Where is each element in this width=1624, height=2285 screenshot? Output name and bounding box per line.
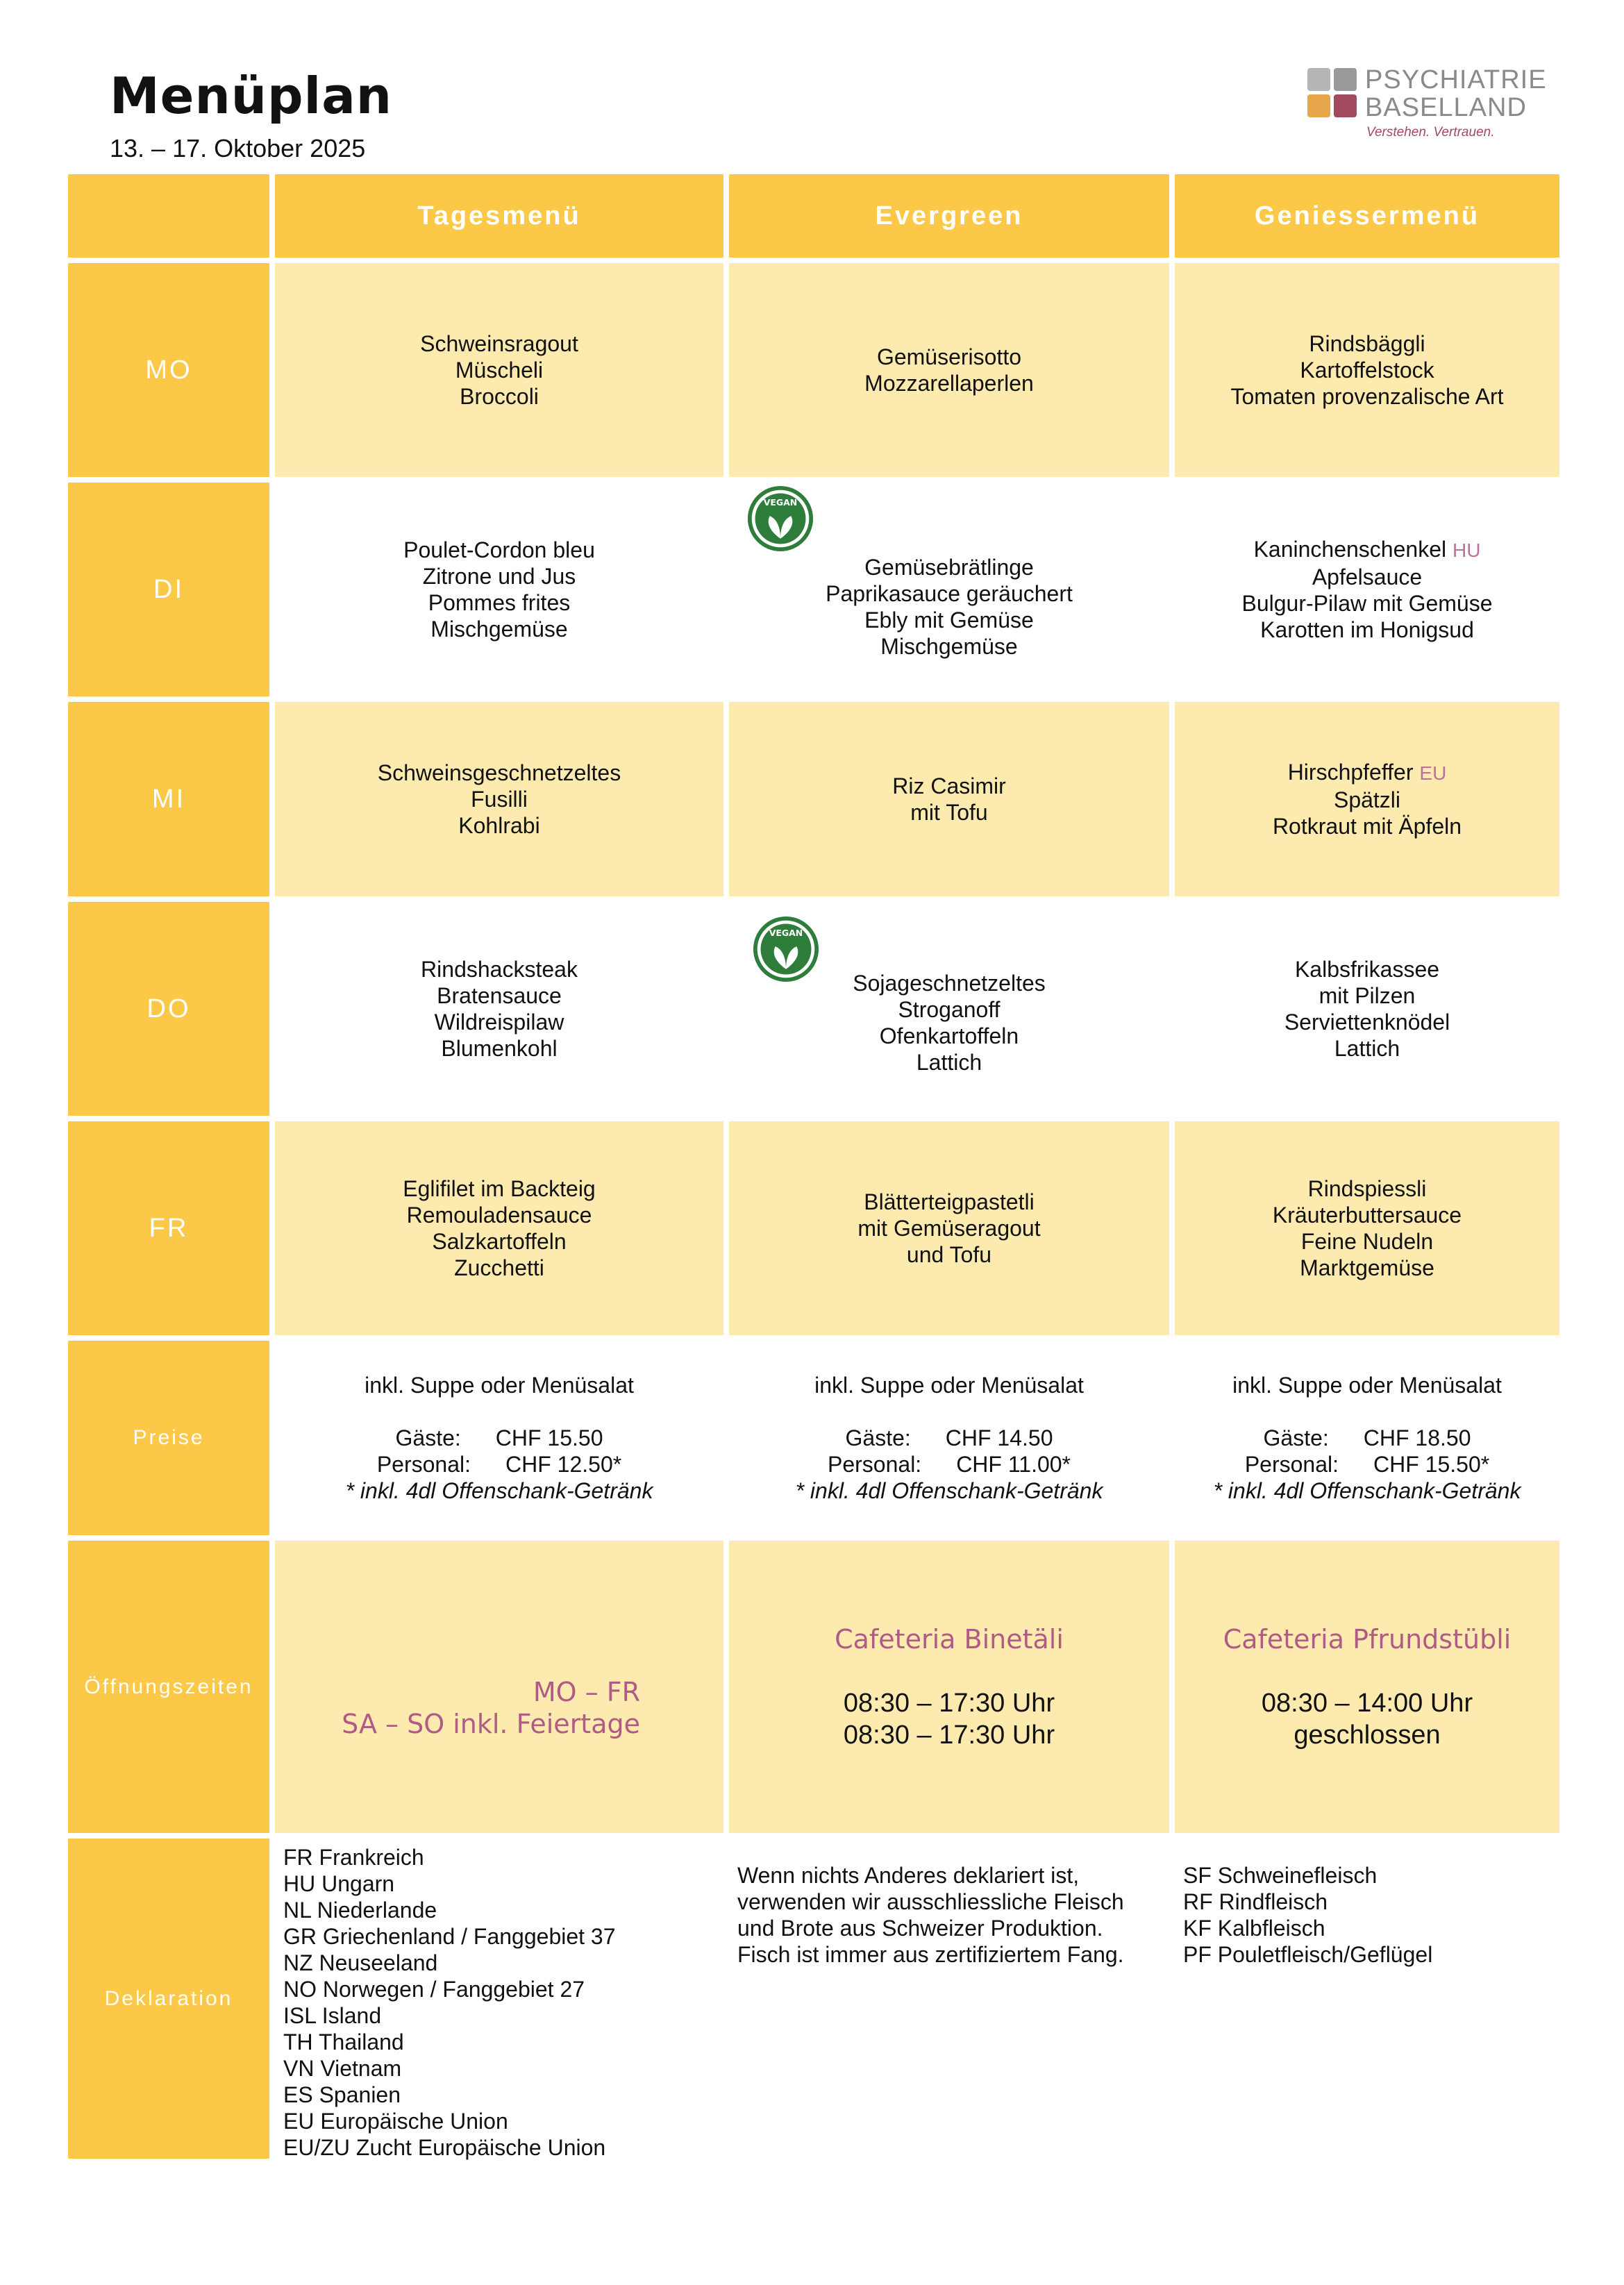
day-label-di: DI	[68, 483, 269, 696]
column-header-geniessermenu: Geniessermenü	[1175, 174, 1559, 258]
declaration-meats: SF Schweinefleisch RF Rindfleisch KF Kalbfleisch PF Pouletfleisch/Geflügel	[1175, 1839, 1559, 2159]
price-cell-geniesser	[1175, 1341, 1559, 1535]
staff-label: Personal:	[376, 1452, 471, 1477]
price-intro: inkl. Suppe oder Menüsalat	[814, 1373, 1084, 1398]
vegan-badge-icon	[753, 916, 819, 982]
row-label-oeffnungszeiten: Öffnungszeiten	[68, 1541, 269, 1833]
price-guest-row	[1264, 1425, 1471, 1451]
price-note: * inkl. 4dl Offenschank-Getränk	[795, 1478, 1103, 1503]
cafe-name-binetaeli: Cafeteria Binetäli	[835, 1623, 1064, 1655]
menu-text-di-evergreen: Gemüsebrätlinge Paprikasauce geräuchert Ebly mit Gemüse Mischgemüse	[826, 555, 1073, 659]
hours-days-weekend: SA – SO inkl. Feiertage	[342, 1708, 640, 1739]
logo-square-berry	[1334, 94, 1357, 117]
vegan-badge-label: VEGAN	[769, 927, 803, 938]
price-staff-row	[828, 1451, 1071, 1478]
declaration-note: Wenn nichts Anderes deklariert ist, verwenden wir ausschliessliche Fleisch und Brote aus Schweizer Produktion. Fisch ist immer aus zertifiziertem Fang.	[729, 1839, 1169, 2159]
guest-label: Gäste:	[395, 1425, 461, 1450]
staff-price: CHF 15.50*	[1373, 1452, 1490, 1477]
logo-square-orange	[1307, 94, 1330, 117]
dish-rest-mi-geniesser: Spätzli Rotkraut mit Äpfeln	[1272, 787, 1462, 839]
menu-text-di-geniesser	[1242, 536, 1493, 643]
corner-cell	[68, 174, 269, 258]
menu-cell-mi-tages: Schweinsgeschnetzeltes Fusilli Kohlrabi	[275, 702, 723, 896]
row-label-preise: Preise	[68, 1341, 269, 1535]
price-guest-row	[846, 1425, 1053, 1451]
cafe-hours-weekday: 08:30 – 17:30 Uhr	[843, 1688, 1055, 1718]
menu-cell-di-evergreen	[729, 483, 1169, 696]
logo-line2: BASELLAND	[1365, 93, 1527, 122]
vegan-badge-label: VEGAN	[763, 496, 798, 508]
day-label-do: DO	[68, 902, 269, 1116]
guest-price: CHF 14.50	[945, 1425, 1053, 1450]
menu-text-mi-geniesser	[1273, 759, 1462, 839]
guest-price: CHF 15.50	[495, 1425, 603, 1450]
menu-cell-mo-evergreen: Gemüserisotto Mozzarellaperlen	[729, 263, 1169, 477]
price-staff-row	[1245, 1451, 1489, 1478]
menu-cell-do-evergreen	[729, 902, 1169, 1116]
menu-cell-do-geniesser: Kalbsfrikassee mit Pilzen Serviettenknödel Lattich	[1175, 902, 1559, 1116]
cafe-hours-weekday: 08:30 – 14:00 Uhr	[1261, 1688, 1473, 1718]
dish-kaninchenschenkel: Kaninchenschenkel	[1253, 537, 1447, 562]
price-note: * inkl. 4dl Offenschank-Getränk	[1213, 1478, 1521, 1503]
declaration-countries: FR Frankreich HU Ungarn NL Niederlande GR Griechenland / Fanggebiet 37 NZ Neuseeland NO Norwegen / Fanggebiet 27 ISL Island TH Thailand VN Vietnam ES Spanien EU Europäische Union EU/ZU Zucht Europäische Union	[275, 1839, 723, 2159]
price-guest-row	[396, 1425, 603, 1451]
staff-price: CHF 12.50*	[505, 1452, 622, 1477]
dish-hirschpfeffer: Hirschpfeffer	[1287, 760, 1414, 785]
day-label-mo: MO	[68, 263, 269, 477]
psychiatrie-baselland-logo	[1307, 65, 1547, 143]
day-label-fr: FR	[68, 1121, 269, 1335]
guest-label: Gäste:	[1263, 1425, 1329, 1450]
price-cell-tages	[275, 1341, 723, 1535]
cafe-hours-weekend: geschlossen	[1294, 1720, 1441, 1750]
menu-cell-mo-tages: Schweinsragout Müscheli Broccoli	[275, 263, 723, 477]
staff-label: Personal:	[828, 1452, 922, 1477]
day-label-mi: MI	[68, 702, 269, 896]
menu-cell-fr-geniesser: Rindspiessli Kräuterbuttersauce Feine Nudeln Marktgemüse	[1175, 1121, 1559, 1335]
origin-tag-eu: EU	[1419, 762, 1447, 784]
price-staff-row	[377, 1451, 621, 1478]
date-range: 13. – 17. Oktober 2025	[110, 134, 366, 162]
vegan-badge-icon	[747, 485, 814, 552]
menu-cell-mi-evergreen: Riz Casimir mit Tofu	[729, 702, 1169, 896]
menu-cell-fr-tages: Eglifilet im Backteig Remouladensauce Salzkartoffeln Zucchetti	[275, 1121, 723, 1335]
row-label-deklaration: Deklaration	[68, 1839, 269, 2159]
menu-cell-mo-geniesser: Rindsbäggli Kartoffelstock Tomaten provenzalische Art	[1175, 263, 1559, 477]
hours-cafe-pfrundstuebli	[1175, 1541, 1559, 1833]
menu-cell-mi-geniesser	[1175, 702, 1559, 896]
price-note: * inkl. 4dl Offenschank-Getränk	[345, 1478, 653, 1503]
guest-label: Gäste:	[845, 1425, 911, 1450]
logo-tagline: Verstehen. Vertrauen.	[1366, 125, 1495, 140]
menu-cell-fr-evergreen: Blätterteigpastetli mit Gemüseragout und Tofu	[729, 1121, 1169, 1335]
hours-days-cell	[275, 1541, 723, 1833]
origin-tag-hu: HU	[1452, 539, 1481, 561]
menu-text-do-evergreen: Sojageschnetzeltes Stroganoff Ofenkartoffeln Lattich	[853, 971, 1046, 1075]
logo-square-grey	[1334, 68, 1357, 91]
price-cell-evergreen	[729, 1341, 1169, 1535]
menu-table	[68, 174, 1554, 2159]
dish-rest-di-geniesser: Apfelsauce Bulgur-Pilaw mit Gemüse Karotten im Honigsud	[1241, 564, 1493, 642]
staff-label: Personal:	[1244, 1452, 1339, 1477]
column-header-tagesmenu: Tagesmenü	[275, 174, 723, 258]
logo-square-grey-light	[1307, 68, 1330, 91]
price-intro: inkl. Suppe oder Menüsalat	[365, 1373, 634, 1398]
column-header-evergreen: Evergreen	[729, 174, 1169, 258]
price-intro: inkl. Suppe oder Menüsalat	[1232, 1373, 1502, 1398]
cafe-name-pfrundstuebli: Cafeteria Pfrundstübli	[1223, 1623, 1512, 1655]
guest-price: CHF 18.50	[1363, 1425, 1471, 1450]
cafe-hours-weekend: 08:30 – 17:30 Uhr	[843, 1720, 1055, 1750]
logo-line1: PSYCHIATRIE	[1365, 65, 1547, 94]
menu-cell-di-tages: Poulet-Cordon bleu Zitrone und Jus Pommes frites Mischgemüse	[275, 483, 723, 696]
page-title: Menüplan	[110, 67, 393, 125]
menu-cell-di-geniesser	[1175, 483, 1559, 696]
menu-cell-do-tages: Rindshacksteak Bratensauce Wildreispilaw Blumenkohl	[275, 902, 723, 1116]
hours-days-weekday: MO – FR	[533, 1676, 640, 1707]
staff-price: CHF 11.00*	[956, 1452, 1071, 1477]
hours-cafe-binetaeli	[729, 1541, 1169, 1833]
